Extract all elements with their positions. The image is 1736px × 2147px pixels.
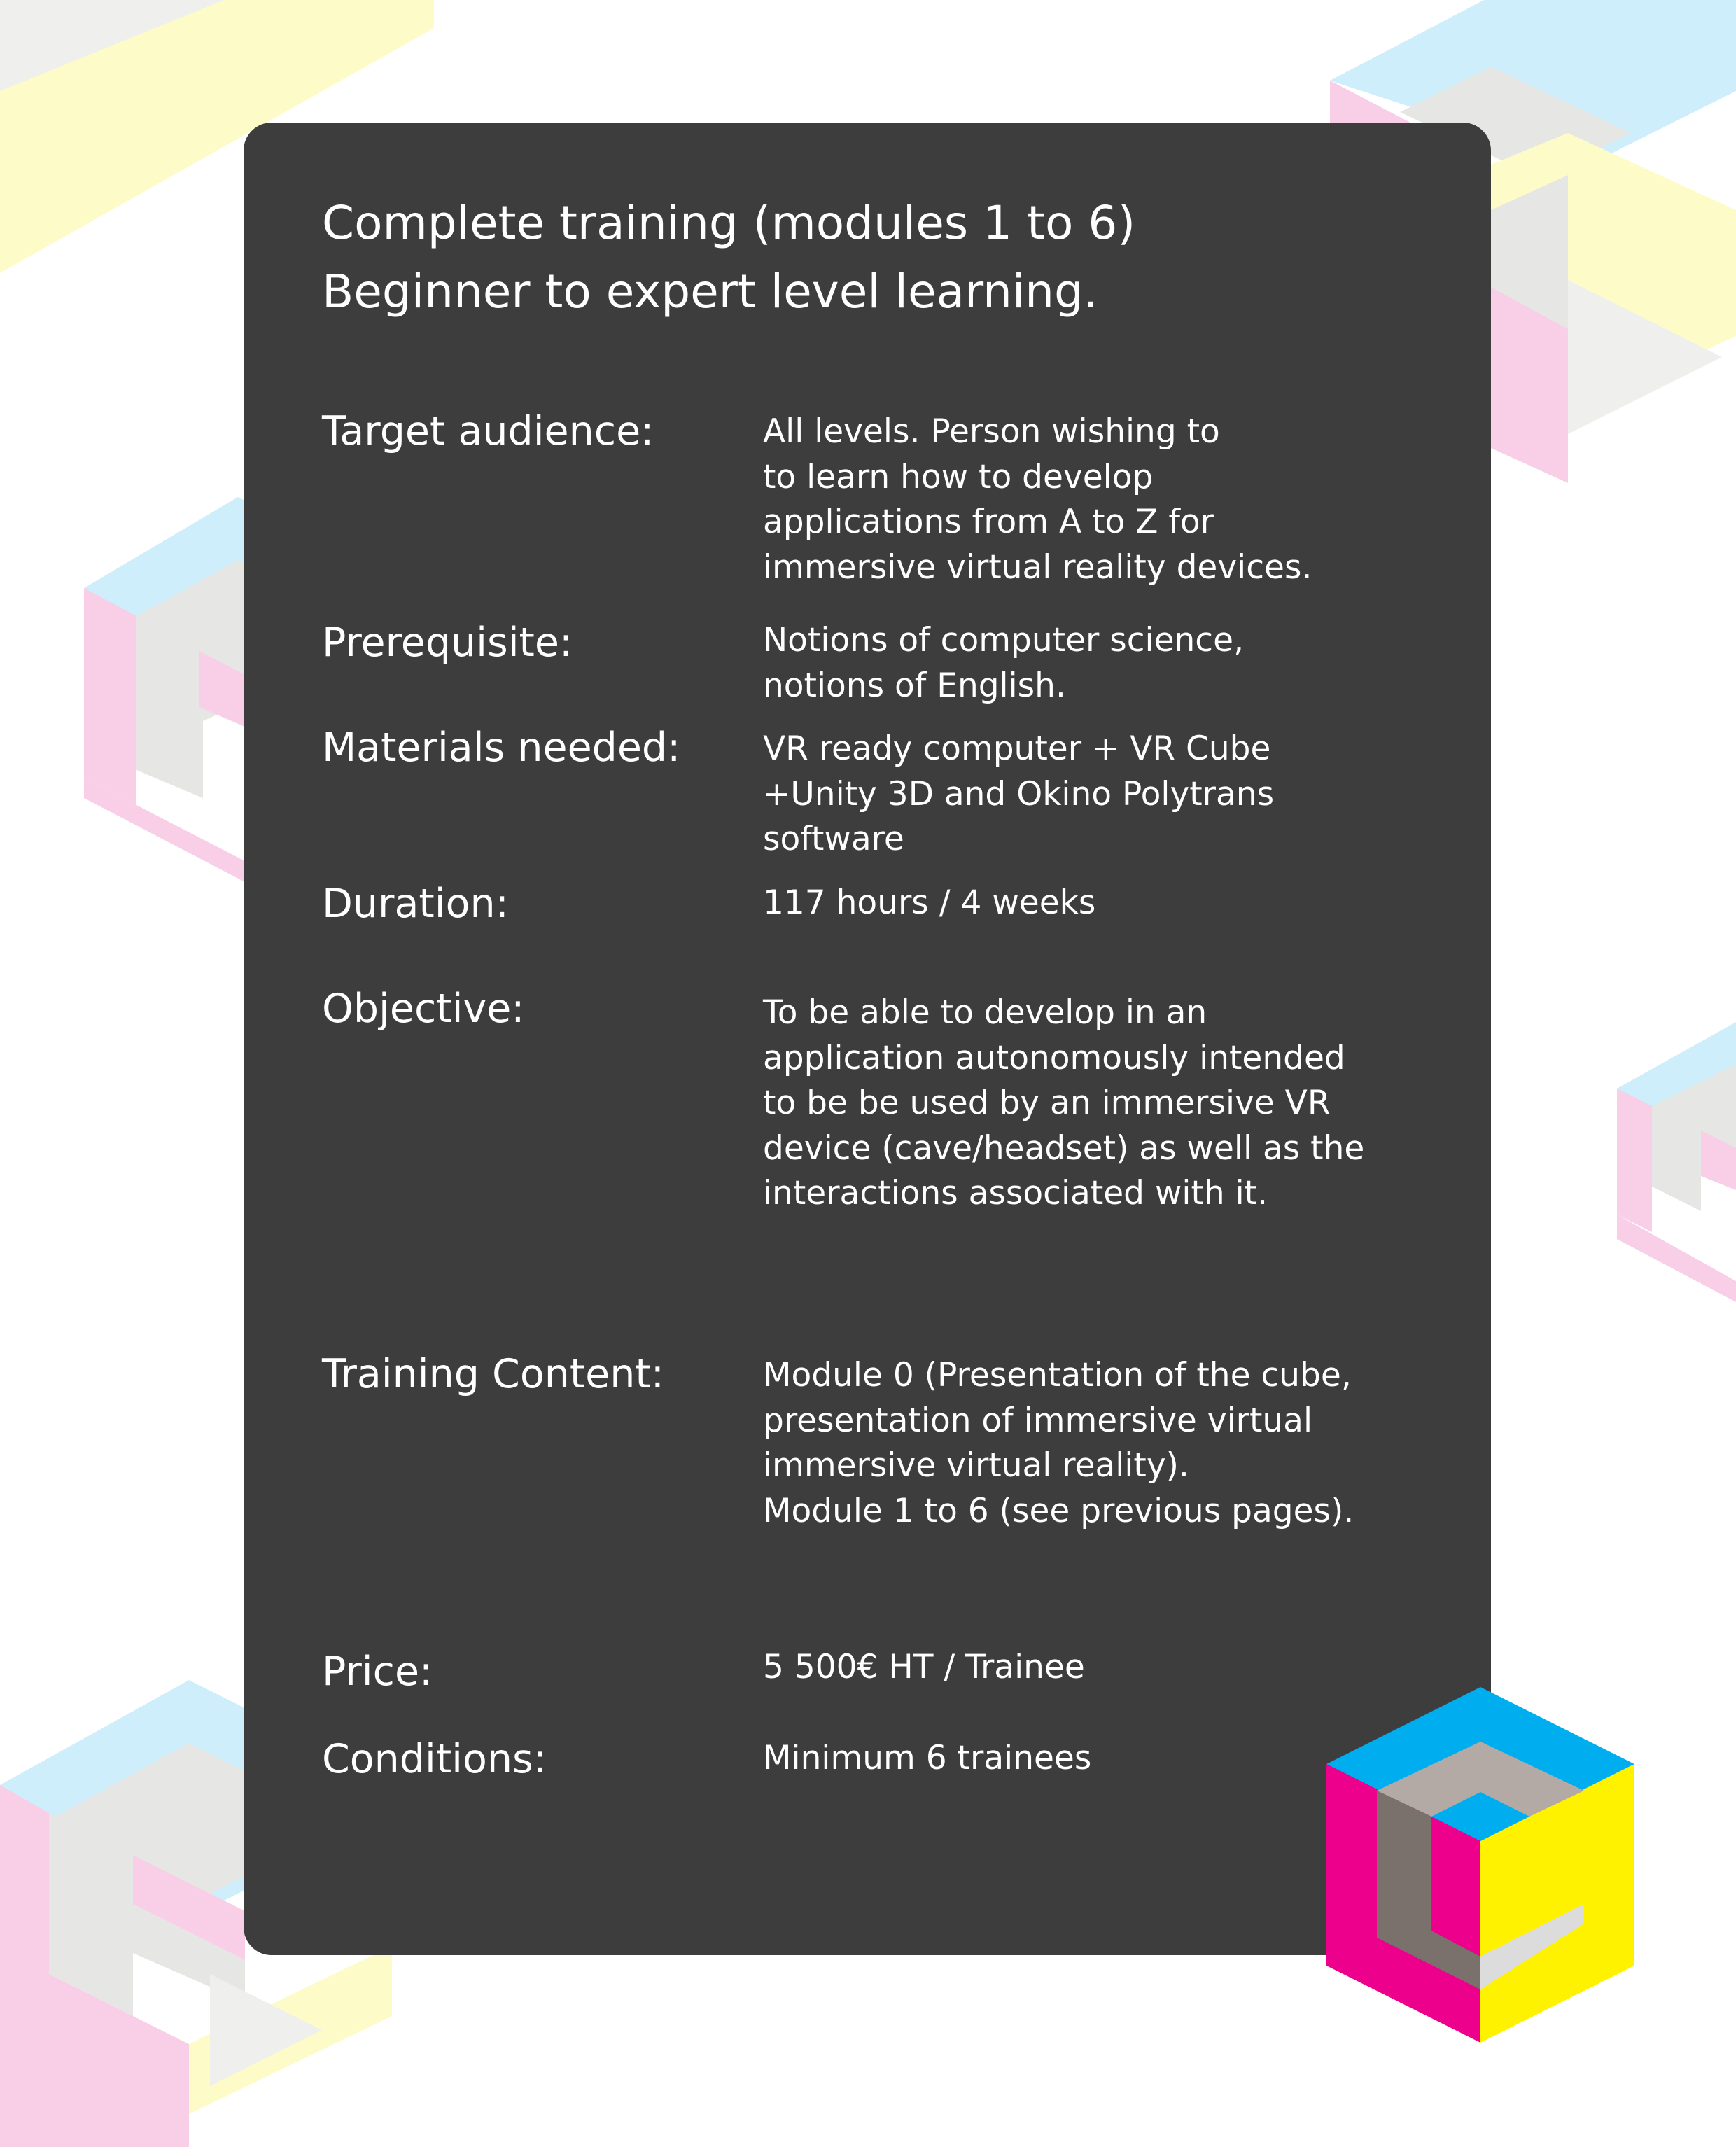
cube-logo-icon	[1326, 1687, 1634, 2043]
price-value: 5 500€ HT / Trainee	[763, 1648, 1085, 1686]
materials-needed-value: VR ready computer + VR Cube +Unity 3D and Okino Polytrans software	[763, 729, 1275, 858]
target-audience-value: All levels. Person wishing to to learn how to develop applications from A to Z for immersive virtual reality devices.	[763, 412, 1312, 587]
materials-needed-label: Materials needed:	[322, 725, 681, 771]
objective-label: Objective:	[322, 986, 525, 1032]
objective-value: To be able to develop in an application autonomously intended to be be used by an immersive VR device (cave/headset) as well as the interactions associated with it.	[763, 993, 1365, 1212]
cube-decoration-right-middle	[1617, 1022, 1736, 1302]
conditions-label: Conditions:	[322, 1736, 547, 1782]
duration-value: 117 hours / 4 weeks	[763, 883, 1096, 922]
price-label: Price:	[322, 1649, 433, 1695]
training-info-card	[244, 123, 1491, 1955]
prerequisite-label: Prerequisite:	[322, 620, 573, 666]
target-audience-label: Target audience:	[322, 408, 654, 454]
prerequisite-value: Notions of computer science, notions of English.	[763, 621, 1245, 705]
conditions-value: Minimum 6 trainees	[763, 1739, 1092, 1777]
training-subtitle-line: Beginner to expert level learning.	[322, 265, 1098, 319]
training-title-line: Complete training (modules 1 to 6)	[322, 196, 1136, 250]
training-content-value: Module 0 (Presentation of the cube, presentation of immersive virtual immersive virtual reality). Module 1 to 6 (see previous pages).	[763, 1356, 1354, 1530]
training-title	[322, 189, 1135, 326]
training-content-label: Training Content:	[322, 1351, 664, 1397]
duration-label: Duration:	[322, 881, 509, 927]
